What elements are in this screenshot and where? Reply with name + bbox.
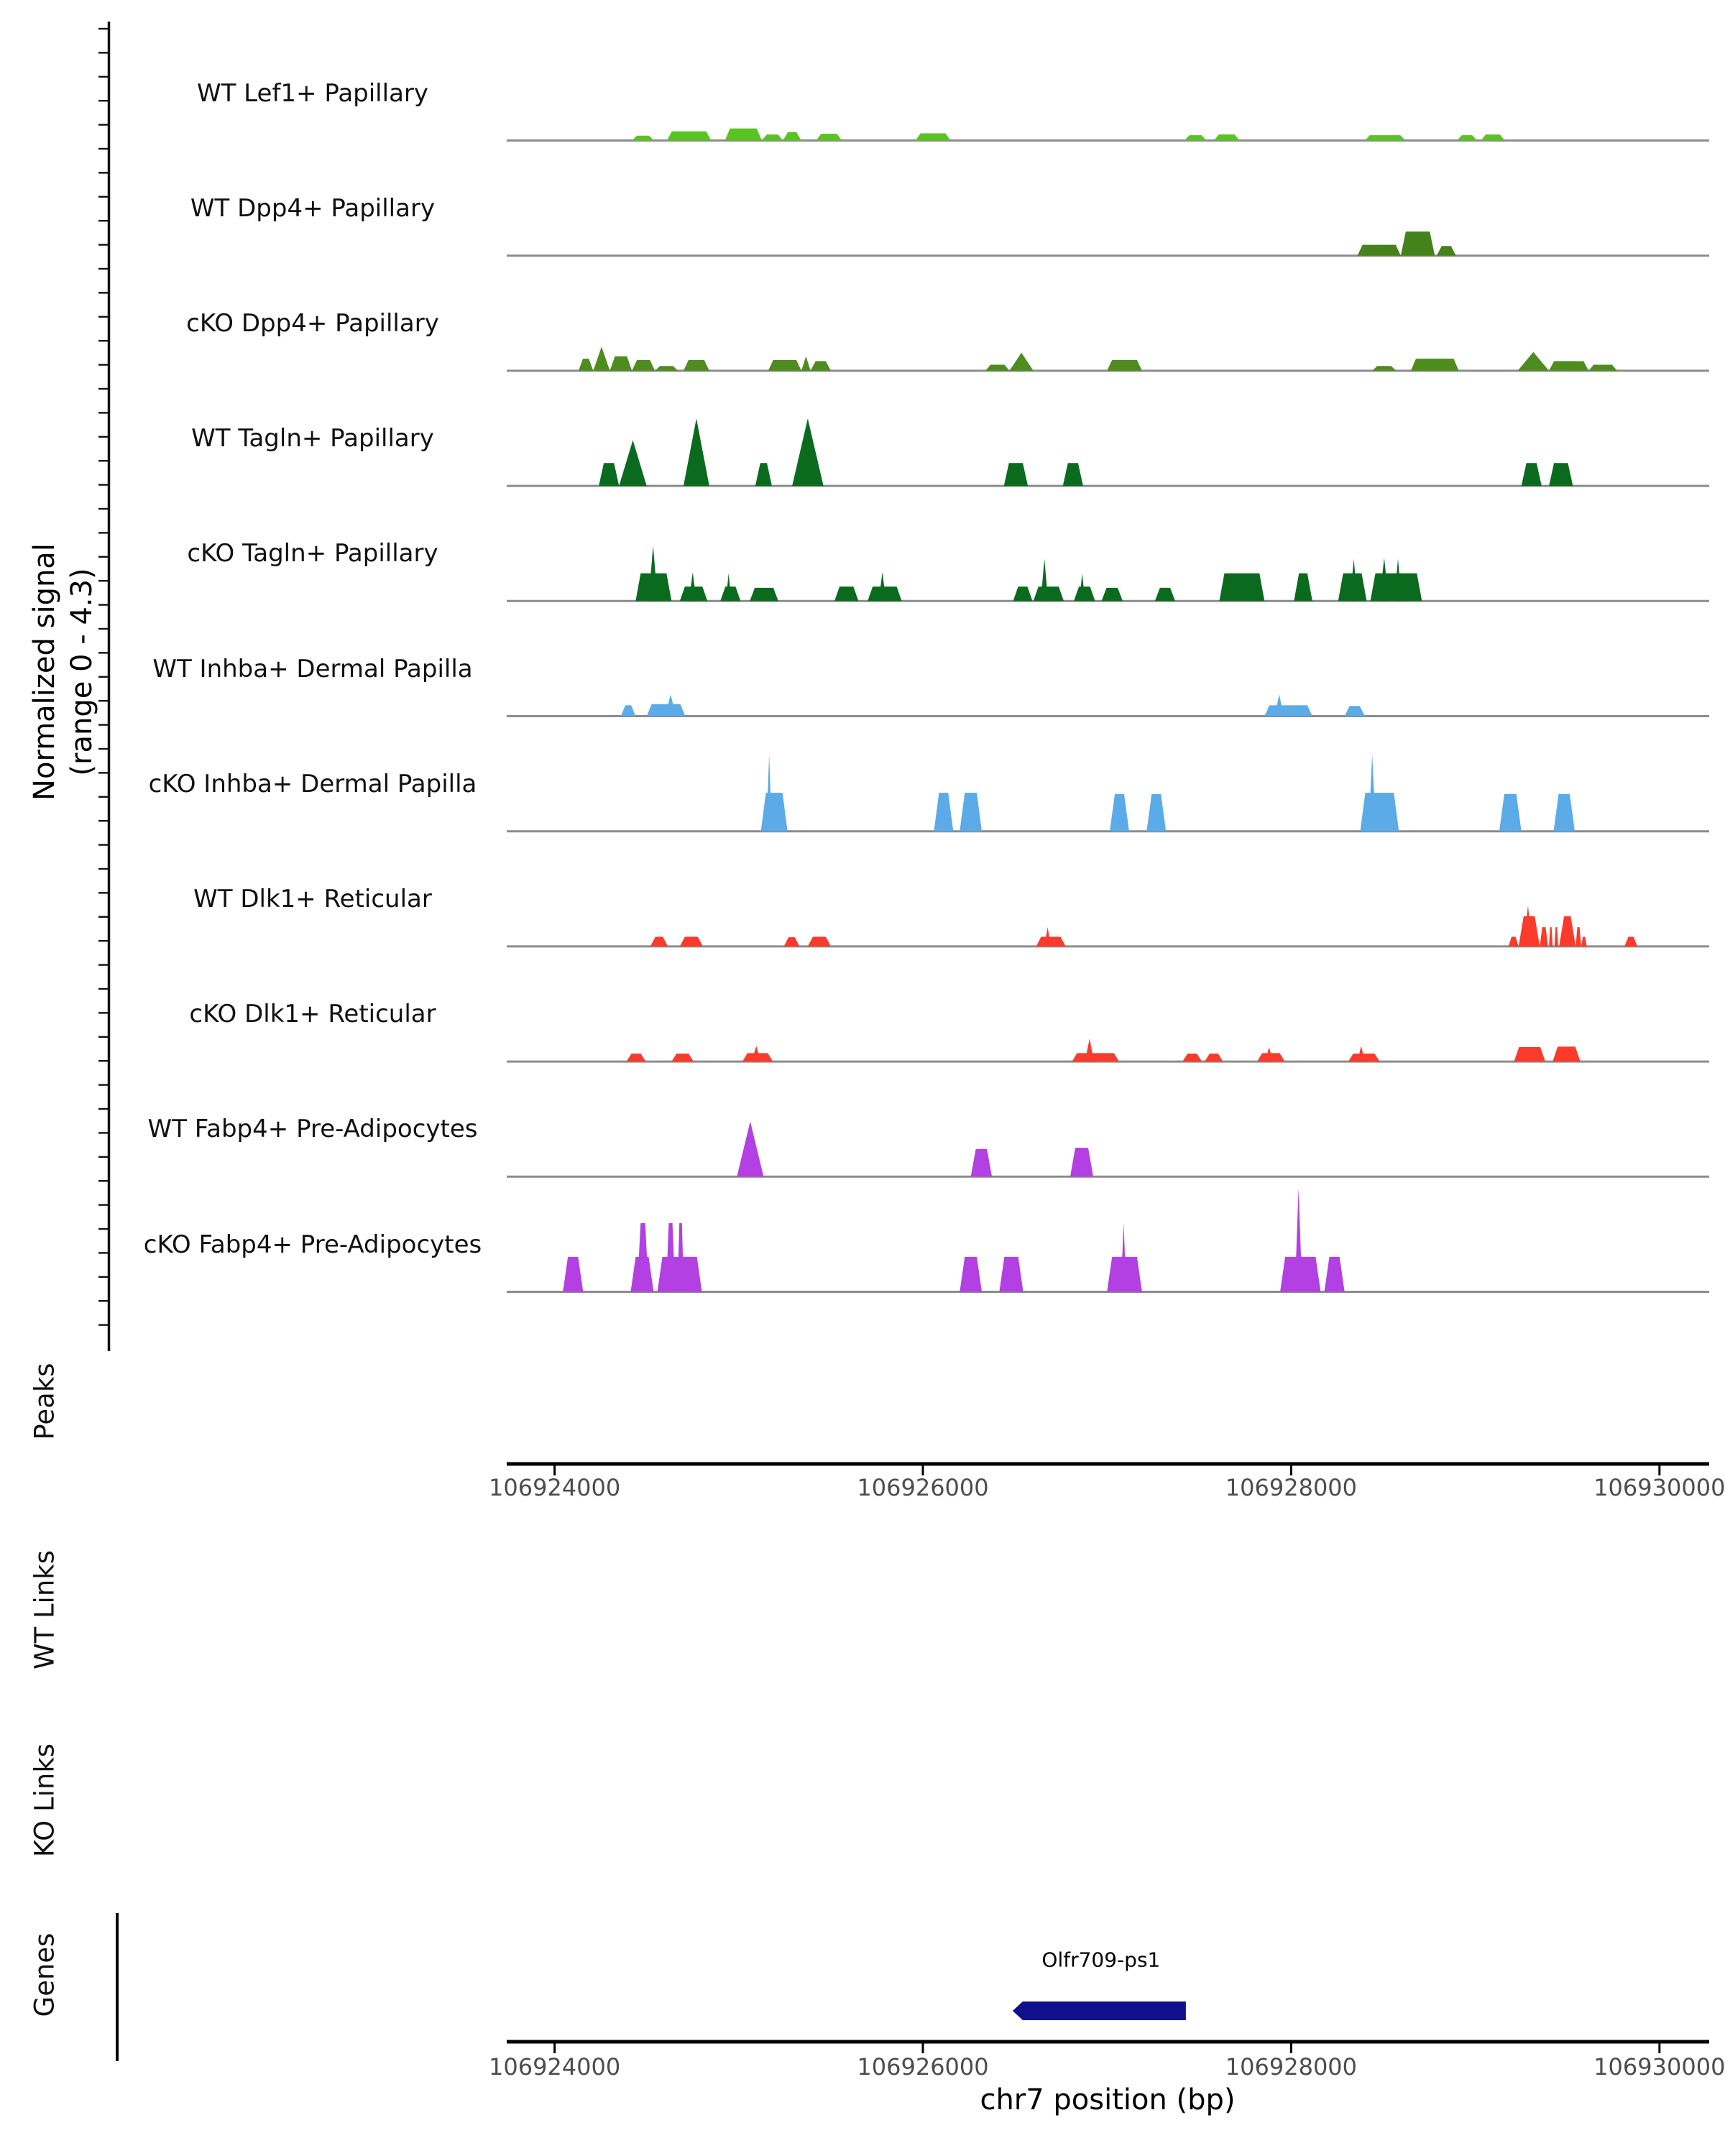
signal-peak	[725, 129, 762, 141]
section-label-genes: Genes	[29, 1932, 60, 2017]
section-label-wt-links: WT Links	[29, 1550, 60, 1669]
signal-peak	[610, 356, 632, 371]
signal-peak	[792, 418, 824, 486]
signal-peak	[671, 1054, 694, 1061]
signal-peak	[632, 360, 655, 371]
signal-peak	[593, 346, 610, 371]
signal-peak	[808, 937, 831, 946]
signal-peak	[619, 440, 646, 486]
signal-peak	[1581, 937, 1587, 946]
signal-peak	[1034, 586, 1064, 601]
signal-peak	[811, 361, 831, 371]
bottom-axis-tick-label-2: 106928000	[1225, 2053, 1358, 2081]
track-label-wt-dpp4: WT Dpp4+ Papillary	[190, 193, 436, 223]
signal-peak	[750, 588, 778, 601]
section-label-peaks: Peaks	[29, 1363, 60, 1440]
signal-peak	[1549, 927, 1552, 946]
signal-peak	[1085, 1038, 1094, 1061]
x-axis-title: chr7 position (bp)	[980, 2083, 1236, 2116]
signal-peak	[1205, 1054, 1223, 1061]
signal-peak	[1499, 794, 1522, 831]
signal-peak	[563, 1257, 583, 1292]
mid-axis-tick-label-1: 106926000	[857, 1474, 989, 1501]
signal-peak	[1358, 245, 1401, 256]
track-label-wt-inhba: WT Inhba+ Dermal Papilla	[152, 654, 473, 683]
signal-peak	[650, 937, 668, 946]
signal-peak	[1522, 463, 1542, 486]
signal-peak	[1184, 135, 1207, 140]
mid-axis-tick-label-2: 106928000	[1225, 1474, 1358, 1501]
signal-peak	[762, 134, 783, 140]
mid-axis-tick-label-3: 106930000	[1593, 1474, 1725, 1501]
signal-peak	[599, 463, 619, 486]
signal-peak	[1372, 366, 1396, 371]
track-label-cko-fabp4: cKO Fabp4+ Pre-Adipocytes	[143, 1230, 482, 1259]
track-label-wt-tagln: WT Tagln+ Papillary	[191, 424, 434, 453]
track-label-wt-lef1: WT Lef1+ Papillary	[196, 78, 429, 108]
signal-peak	[684, 418, 709, 486]
signal-peak	[1325, 1257, 1345, 1292]
gene-name-label: Olfr709-ps1	[1041, 1948, 1161, 1972]
y-axis-label	[26, 543, 101, 801]
bottom-axis-tick-label-0: 106924000	[488, 2053, 621, 2081]
signal-peak	[960, 793, 982, 831]
track-label-cko-inhba: cKO Inhba+ Dermal Papilla	[148, 769, 477, 798]
signal-peak	[1518, 352, 1550, 371]
signal-peak	[1146, 794, 1166, 831]
signal-peak	[737, 1121, 763, 1176]
signal-peak	[637, 1223, 648, 1291]
signal-peak	[816, 134, 842, 140]
signal-peak	[1102, 588, 1123, 601]
track-label-wt-dlk1: WT Dlk1+ Reticular	[193, 884, 432, 913]
signal-peak	[1540, 927, 1548, 946]
signal-peak	[1457, 135, 1477, 140]
signal-peak	[1576, 927, 1581, 946]
signal-peak	[1514, 1047, 1545, 1061]
signal-peak	[879, 572, 886, 601]
signal-peak	[689, 572, 696, 601]
signal-peak	[1624, 937, 1637, 946]
signal-peak	[1107, 360, 1142, 371]
signal-peak	[801, 356, 811, 371]
signal-peak	[1411, 359, 1459, 371]
signal-peak	[1554, 794, 1575, 831]
signal-peak	[784, 937, 800, 946]
signal-peak	[1264, 705, 1312, 716]
y-axis-label-line1: Normalized signal	[28, 543, 61, 801]
signal-peak	[971, 1149, 992, 1177]
signal-peak	[621, 705, 635, 716]
signal-peak	[1549, 463, 1573, 486]
track-label-cko-tagln: cKO Tagln+ Papillary	[187, 539, 438, 568]
signal-peak	[1182, 1054, 1202, 1061]
signal-peak	[1036, 937, 1066, 946]
signal-peak	[655, 366, 678, 371]
signal-peak	[684, 360, 709, 371]
signal-peak	[1294, 573, 1312, 602]
signal-peak	[1437, 246, 1456, 255]
signal-peak	[677, 1223, 684, 1291]
signal-peak	[1041, 559, 1048, 602]
signal-peak	[1013, 586, 1033, 601]
signal-peak	[761, 793, 788, 831]
signal-peak	[1552, 1046, 1580, 1061]
signal-peak	[1214, 134, 1240, 140]
signal-peak	[1070, 1148, 1093, 1176]
y-axis-label-line2: (range 0 - 4.3)	[65, 568, 98, 776]
signal-peak	[916, 133, 951, 140]
signal-peak	[1401, 231, 1435, 256]
signal-peak	[755, 463, 772, 486]
track-label-cko-dlk1: cKO Dlk1+ Reticular	[189, 1000, 436, 1029]
signal-peak	[632, 136, 654, 141]
track-label-cko-dpp4: cKO Dpp4+ Papillary	[186, 308, 439, 338]
signal-peak	[960, 1257, 982, 1292]
bottom-axis-tick-label-3: 106930000	[1593, 2053, 1725, 2081]
bottom-axis-tick-label-1: 106926000	[857, 2053, 989, 2081]
signal-peak	[1345, 706, 1365, 716]
signal-peak	[1360, 793, 1399, 831]
signal-peak	[1481, 134, 1504, 140]
track-label-wt-fabp4: WT Fabp4+ Pre-Adipocytes	[147, 1115, 478, 1144]
signal-peak	[1004, 463, 1028, 486]
signal-peak	[934, 793, 953, 831]
signal-peak	[1220, 573, 1265, 602]
signal-peak	[680, 937, 703, 946]
signal-peak	[999, 1257, 1023, 1292]
signal-peak	[1559, 916, 1576, 946]
signal-peak	[783, 132, 801, 141]
signal-peak	[1155, 588, 1175, 601]
signal-peak	[1072, 1053, 1119, 1061]
signal-peak	[1555, 927, 1558, 946]
signal-peak	[1588, 365, 1617, 371]
signal-peak	[1295, 1188, 1302, 1291]
gene-body	[1013, 2001, 1186, 2020]
mid-axis-tick-label-0: 106924000	[488, 1474, 621, 1501]
signal-peak	[1549, 361, 1588, 371]
signal-peak	[579, 359, 593, 371]
signal-peak	[1063, 463, 1083, 486]
signal-peak	[834, 586, 858, 601]
signal-peak	[1365, 135, 1405, 140]
signal-peak	[1009, 353, 1033, 371]
signal-peak	[627, 1054, 646, 1061]
signal-peak	[1509, 937, 1519, 946]
signal-peak	[1110, 794, 1129, 831]
section-label-ko-links: KO Links	[29, 1743, 60, 1858]
signal-peak	[768, 360, 801, 371]
signal-peak	[667, 132, 711, 141]
signal-peak	[985, 365, 1009, 371]
